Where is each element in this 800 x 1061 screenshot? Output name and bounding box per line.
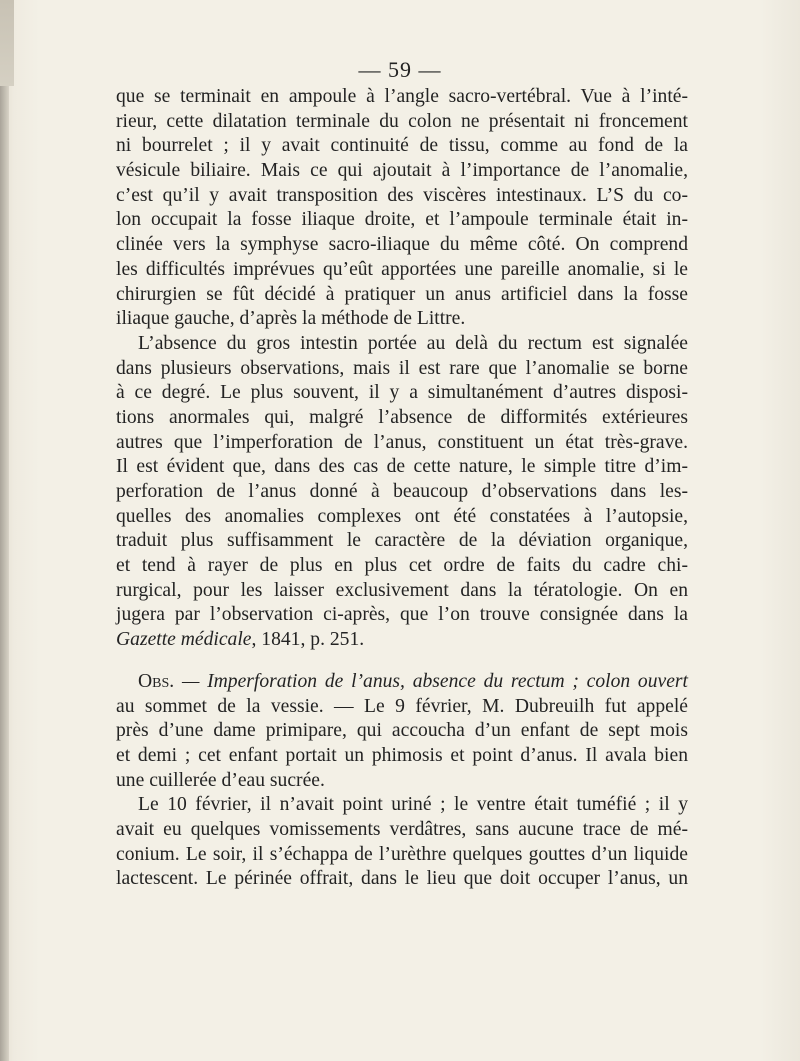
text-line: c’est qu’il y avait transposition des viscères intestinaux. L’S du co-	[116, 184, 688, 206]
text-line: les difficultés imprévues qu’eût apportées une pareille anomalie, si le	[116, 258, 688, 280]
text-line-citation	[116, 628, 688, 653]
text-line: avait eu quelques vomissements verdâtres, sans aucune trace de mé-	[116, 818, 688, 840]
citation-journal: Gazette médicale	[116, 629, 252, 651]
text-line: et demi ; cet enfant portait un phimosis et point d’anus. Il avala bien	[116, 744, 688, 766]
page-edge-shadow	[0, 0, 9, 1061]
text-line: L’absence du gros intestin portée au delà du rectum est signalée	[138, 332, 688, 354]
text-line: une cuillerée d’eau sucrée.	[116, 769, 325, 791]
paragraph-4	[116, 793, 688, 892]
text-line: jugera par l’observation ci-après, que l’on trouve consignée dans la	[116, 604, 688, 626]
observation-title: — Imperforation de l’anus, absence du rectum ; colon ouvert	[181, 670, 688, 692]
text-line: que se terminait en ampoule à l’angle sacro-vertébral. Vue à l’inté-	[116, 86, 688, 107]
text-line: au sommet de la vessie. — Le 9 février, M. Dubreuilh fut appelé	[116, 695, 688, 717]
text-line: autres que l’imperforation de l’anus, constituent un état très-grave.	[116, 431, 688, 453]
text-line: iliaque gauche, d’après la méthode de Littre.	[116, 308, 466, 330]
text-line: chirurgien se fût décidé à pratiquer un anus artificiel dans la fosse	[116, 283, 688, 305]
text-line: clinée vers la symphyse sacro-iliaque du même côté. On comprend	[116, 234, 688, 256]
text-line: lon occupait la fosse iliaque droite, et l’ampoule terminale était in-	[116, 209, 688, 231]
text-line: ni bourrelet ; il y avait continuité de tissu, comme au fond de la	[116, 135, 688, 157]
paragraph-1	[116, 85, 688, 332]
text-line: quelles des anomalies complexes ont été constatées à l’autopsie,	[116, 505, 688, 527]
text-line: à ce degré. Le plus souvent, il y a simultanément d’autres disposi-	[116, 382, 688, 404]
text-line: Le 10 février, il n’avait point uriné ; le ventre était tuméfié ; il y	[138, 794, 688, 816]
text-line: rieur, cette dilatation terminale du colon ne présentait ni froncement	[116, 110, 688, 132]
body-text	[116, 85, 688, 892]
text-line: dans plusieurs observations, mais il est rare que l’anomalie se borne	[116, 357, 688, 379]
text-line: tions anormales qui, malgré l’absence de difformités extérieures	[116, 406, 688, 428]
text-line: traduit plus suffisamment le caractère de la déviation organique,	[116, 530, 688, 552]
text-line: près d’une dame primipare, qui accoucha d’un enfant de sept mois	[116, 720, 688, 742]
text-line: et tend à rayer de plus en plus cet ordre de faits du cadre chi-	[116, 555, 688, 577]
text-line: Il est évident que, dans des cas de cette nature, le simple titre d’im-	[116, 456, 688, 478]
page-number: — 59 —	[358, 57, 442, 82]
paragraph-2	[116, 332, 688, 653]
citation-reference: , 1841, p. 251.	[251, 629, 365, 651]
text-line: perforation de l’anus donné à beaucoup d’observations dans les-	[116, 481, 688, 502]
text-line: vésicule biliaire. Mais ce qui ajoutait à l’importance de l’anomalie,	[116, 160, 688, 182]
text-line: lactescent. Le périnée offrait, dans le lieu que doit occuper l’anus, un	[116, 868, 688, 890]
observation-label: Obs.	[138, 670, 175, 692]
observation-heading-line	[116, 670, 688, 695]
text-line: rurgical, pour les laisser exclusivement dans la tératologie. On en	[116, 579, 688, 601]
observation-paragraph	[116, 670, 688, 793]
text-line: conium. Le soir, il s’échappa de l’urèthre quelques gouttes d’un liquide	[116, 843, 688, 865]
paragraph-gap	[116, 653, 688, 670]
